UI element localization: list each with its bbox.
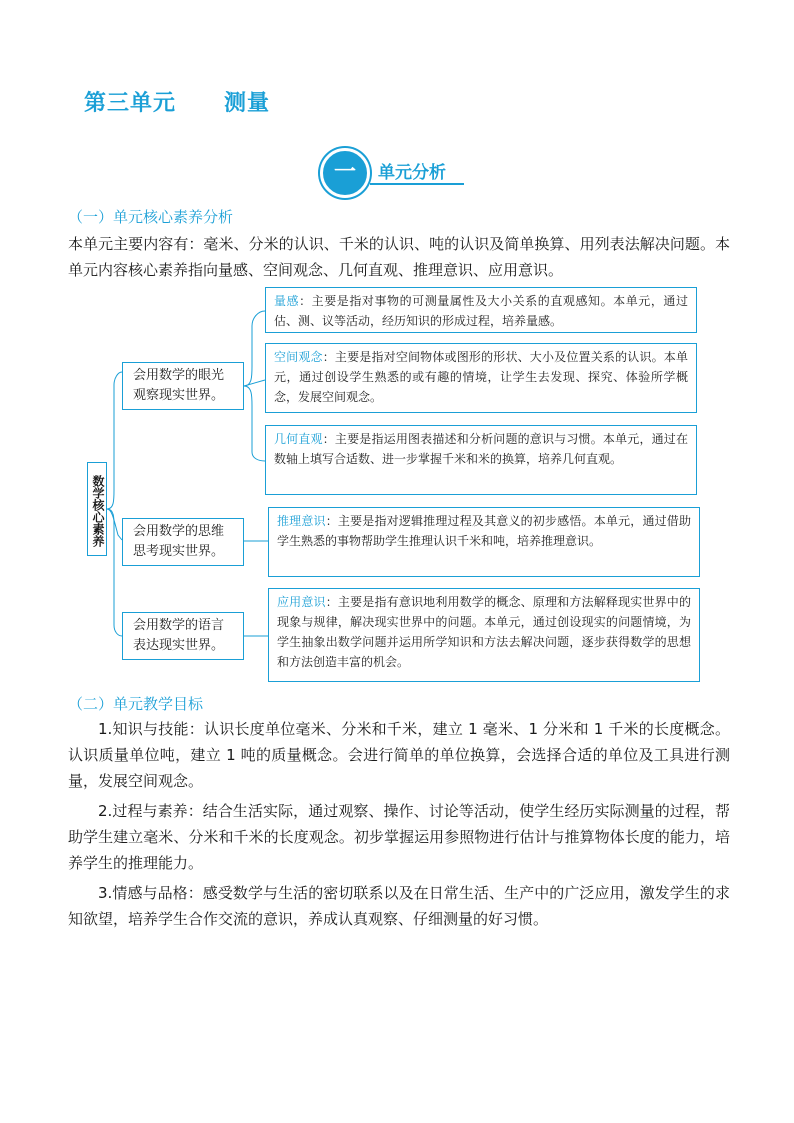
leaf-term: 空间观念	[274, 350, 323, 364]
branch-express: 会用数学的语言表达现实世界。	[122, 612, 244, 660]
leaf-geometric-intuition	[265, 425, 697, 495]
branch-think: 会用数学的思维思考现实世界。	[122, 518, 244, 566]
part2-heading: （二）单元教学目标	[68, 695, 204, 713]
section-label: 单元分析	[378, 163, 446, 183]
section-number-circle: 一	[320, 148, 370, 198]
unit-number: 第三单元	[84, 91, 177, 116]
leaf-text: ：主要是指对事物的可测量属性及大小关系的直观感知。本单元，通过估、测、议等活动，经历知识的形成过程，培养量感。	[274, 294, 688, 328]
leaf-quantity-sense	[265, 287, 697, 333]
leaf-term: 量感	[274, 294, 300, 308]
branch-observe: 会用数学的眼光观察现实世界。	[122, 362, 244, 410]
leaf-term: 应用意识	[277, 595, 326, 609]
leaf-text: ：主要是指对逻辑推理过程及其意义的初步感悟。本单元，通过借助学生熟悉的事物帮助学生推理认识千米和吨，培养推理意识。	[277, 514, 691, 548]
goal-process-literacy: 2.过程与素养：结合生活实际，通过观察、操作、讨论等活动，使学生经历实际测量的过程，帮助学生建立毫米、分米和千米的长度观念。初步掌握运用参照物进行估计与推算物体长度的能力，培养学生的推理能力。	[68, 802, 730, 872]
part1-heading: （一）单元核心素养分析	[68, 208, 234, 226]
leaf-term: 几何直观	[274, 432, 323, 446]
unit-topic: 测量	[224, 91, 271, 116]
leaf-spatial-concept	[265, 343, 697, 413]
leaf-text: ：主要是指有意识地利用数学的概念、原理和方法解释现实世界中的现象与规律，解决现实世界中的问题。本单元，通过创设现实的问题情境，为学生抽象出数学问题并运用所学知识和方法去解决问题，逐步获得数学的思想和方法创造丰富的机会。	[277, 595, 691, 669]
leaf-application	[268, 588, 700, 682]
leaf-reasoning	[268, 507, 700, 577]
leaf-text: ：主要是指对空间物体或图形的形状、大小及位置关系的认识。本单元，通过创设学生熟悉的或有趣的情境，让学生去发现、探究、体验所学概念，发展空间观念。	[274, 350, 688, 404]
part1-intro: 本单元主要内容有：毫米、分米的认识、千米的认识、吨的认识及简单换算、用列表法解决问题。本单元内容核心素养指向量感、空间观念、几何直观、推理意识、应用意识。	[68, 235, 730, 279]
leaf-text: ：主要是指运用图表描述和分析问题的意识与习惯。本单元，通过在数轴上填写合适数、进一步掌握千米和米的换算，培养几何直观。	[274, 432, 688, 466]
mindmap-root: 数学核心素养	[87, 462, 107, 556]
leaf-term: 推理意识	[277, 514, 326, 528]
goal-knowledge-skills: 1.知识与技能：认识长度单位毫米、分米和千米，建立 1 毫米、1 分米和 1 千米的长度概念。认识质量单位吨，建立 1 吨的质量概念。会进行简单的单位换算，会选择合适的单位及工具进行测量，发展空间观念。	[68, 720, 730, 790]
goal-emotion-character: 3.情感与品格：感受数学与生活的密切联系以及在日常生活、生产中的广泛应用，激发学生的求知欲望，培养学生合作交流的意识，养成认真观察、仔细测量的好习惯。	[68, 884, 730, 928]
